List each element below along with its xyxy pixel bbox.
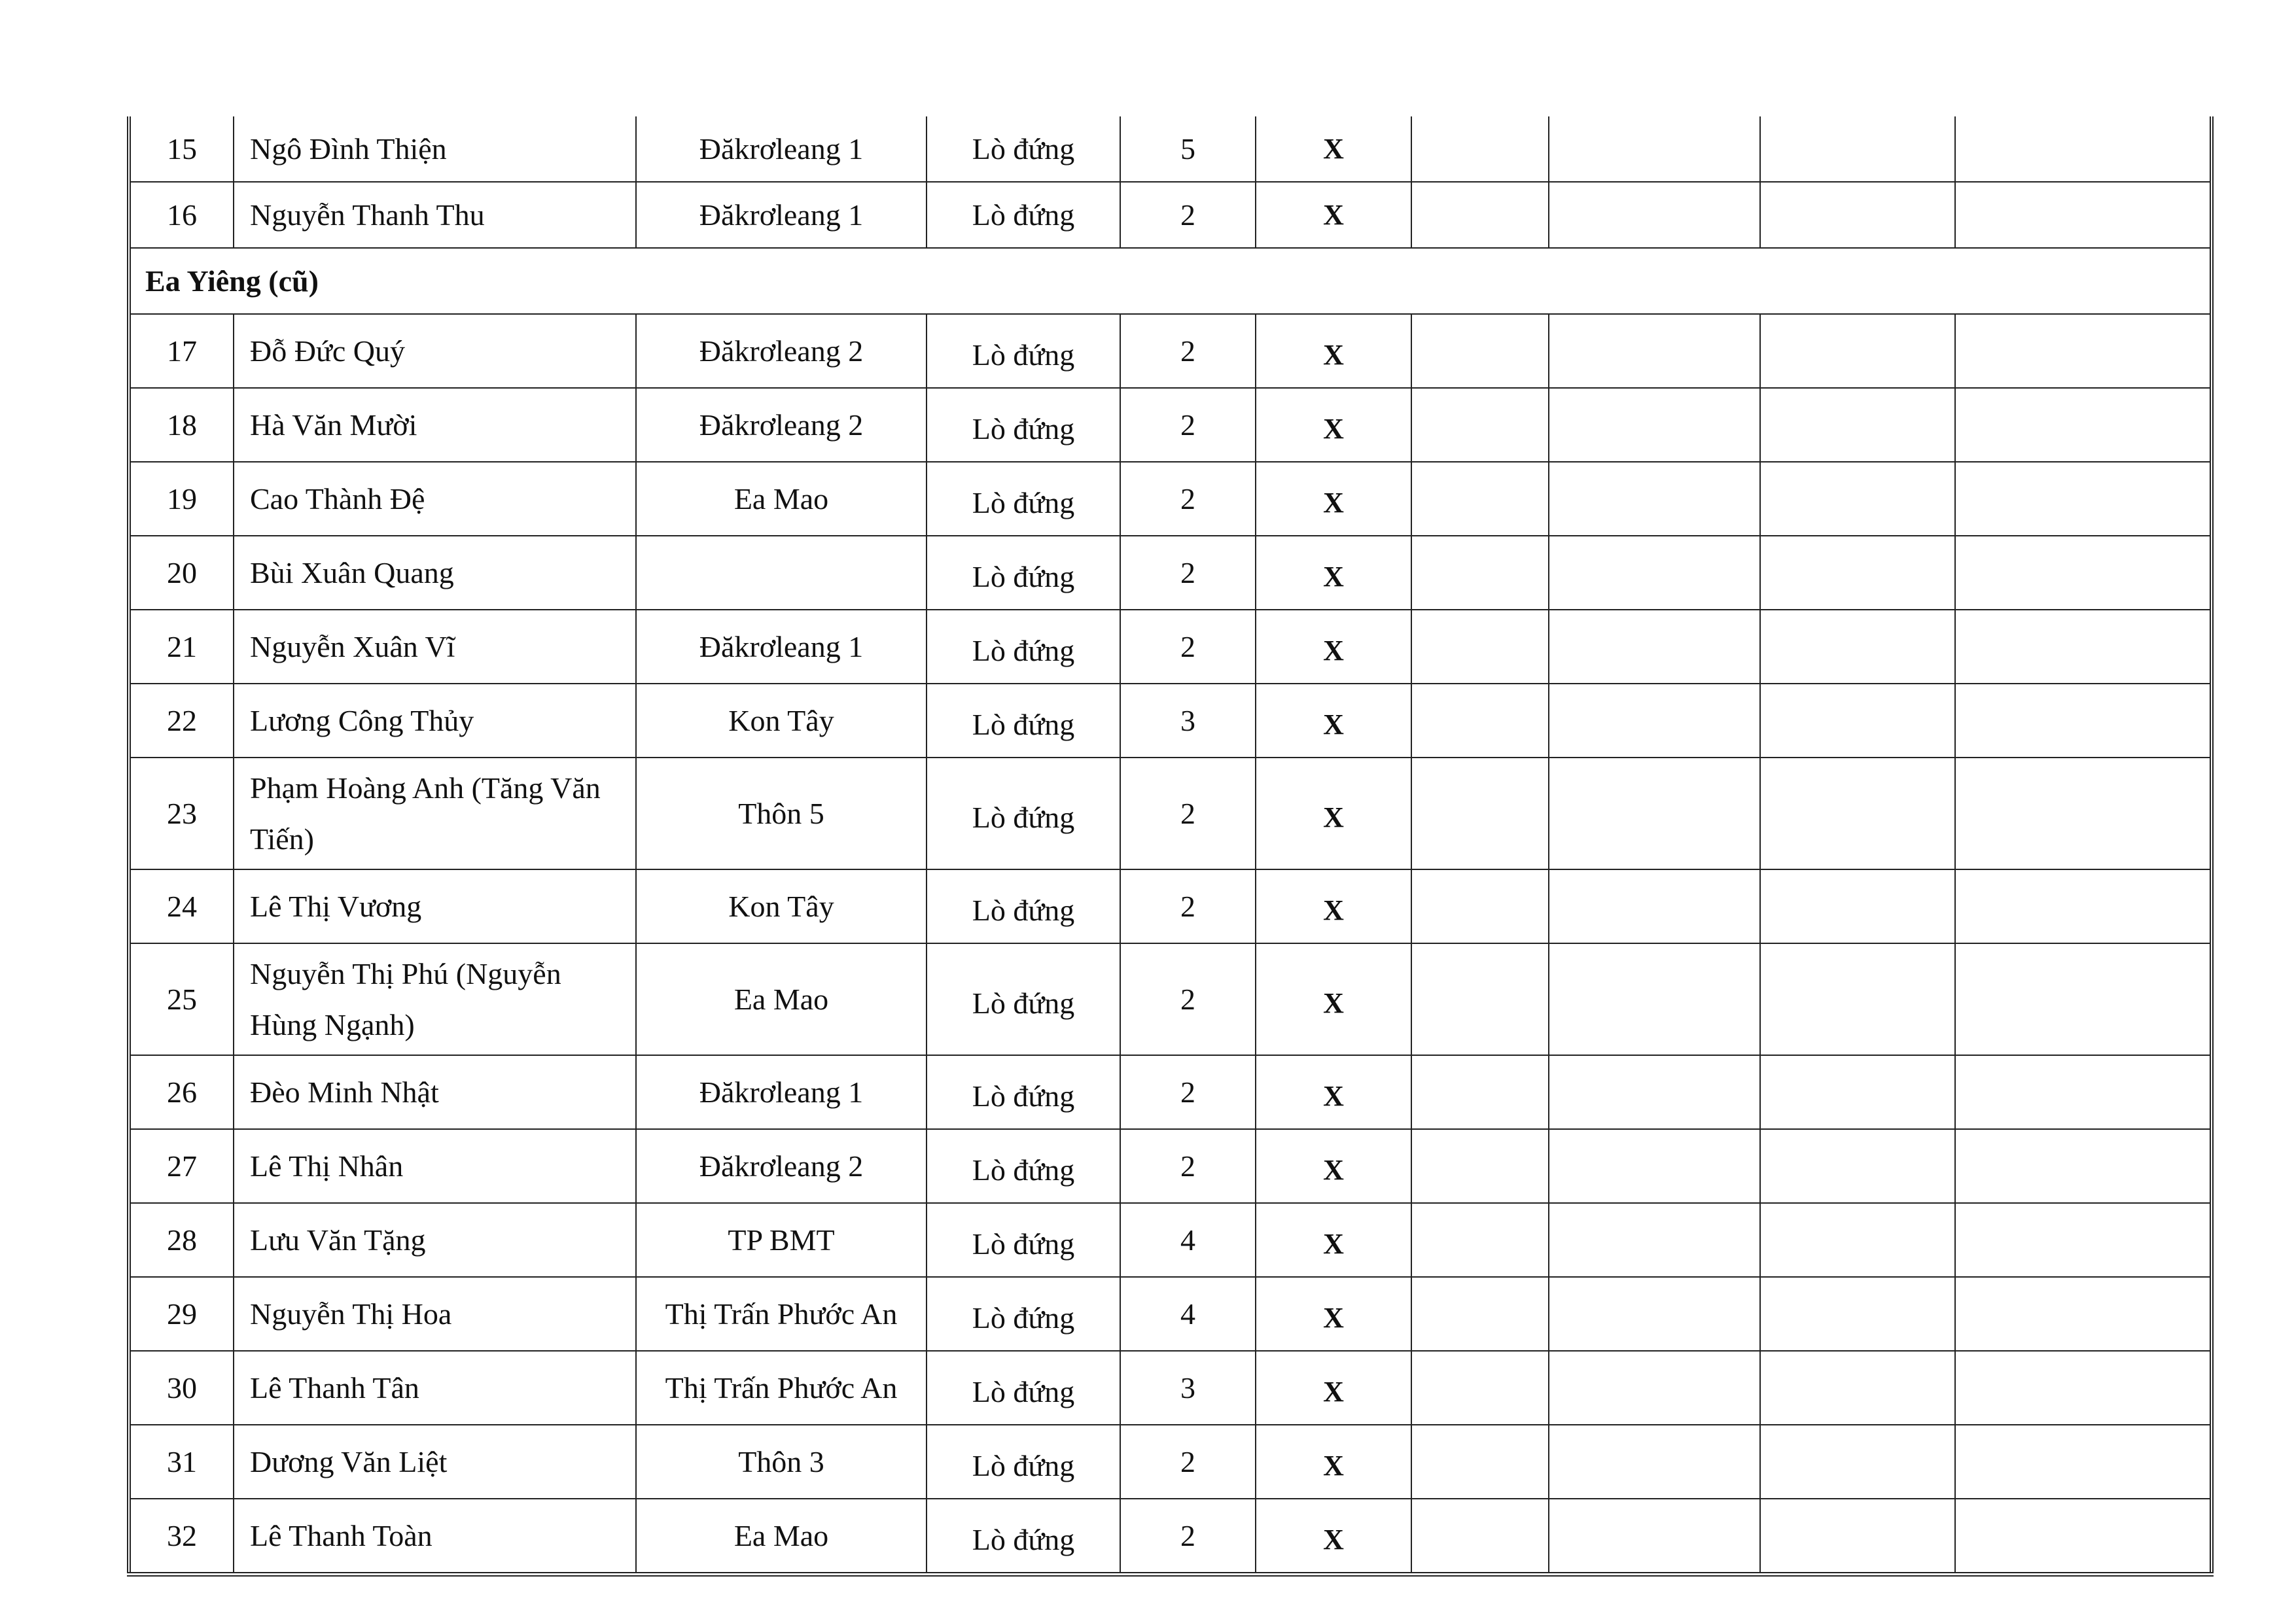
kiln-type: Lò đứng [927, 684, 1120, 758]
empty-cell [1411, 536, 1549, 610]
check-mark: X [1256, 943, 1411, 1055]
row-number: 31 [129, 1425, 234, 1499]
table-row [129, 182, 2212, 248]
empty-cell [1760, 182, 1955, 248]
empty-cell [1955, 1425, 2212, 1499]
check-mark: X [1256, 1277, 1411, 1351]
empty-cell [1549, 1499, 1760, 1575]
empty-cell [1760, 684, 1955, 758]
empty-cell [1760, 116, 1955, 182]
empty-cell [1549, 1277, 1760, 1351]
kiln-count: 4 [1120, 1277, 1256, 1351]
kiln-count: 2 [1120, 758, 1256, 869]
row-number: 20 [129, 536, 234, 610]
table-row [129, 1351, 2212, 1425]
kiln-count: 2 [1120, 462, 1256, 536]
owner-name: Lê Thị Vương [234, 869, 636, 943]
kiln-count: 4 [1120, 1203, 1256, 1277]
location: Kon Tây [636, 869, 927, 943]
empty-cell [1760, 1425, 1955, 1499]
row-number: 17 [129, 314, 234, 388]
check-mark: X [1256, 1055, 1411, 1129]
location: Thôn 3 [636, 1425, 927, 1499]
empty-cell [1411, 462, 1549, 536]
empty-cell [1760, 610, 1955, 684]
check-mark: X [1256, 462, 1411, 536]
kiln-count: 2 [1120, 388, 1256, 462]
kiln-type: Lò đứng [927, 116, 1120, 182]
empty-cell [1955, 610, 2212, 684]
kiln-type: Lò đứng [927, 536, 1120, 610]
kiln-count: 2 [1120, 1425, 1256, 1499]
empty-cell [1760, 758, 1955, 869]
check-mark: X [1256, 684, 1411, 758]
owner-name: Đỗ Đức Quý [234, 314, 636, 388]
location: Ea Mao [636, 1499, 927, 1575]
location: Ea Mao [636, 943, 927, 1055]
row-number: 19 [129, 462, 234, 536]
empty-cell [1411, 116, 1549, 182]
table-row [129, 610, 2212, 684]
check-mark: X [1256, 536, 1411, 610]
owner-name: Lê Thị Nhân [234, 1129, 636, 1203]
empty-cell [1760, 314, 1955, 388]
empty-cell [1549, 1055, 1760, 1129]
owner-name: Đèo Minh Nhật [234, 1055, 636, 1129]
kiln-type: Lò đứng [927, 1499, 1120, 1575]
empty-cell [1955, 684, 2212, 758]
kiln-type: Lò đứng [927, 1055, 1120, 1129]
owner-name: Lê Thanh Toàn [234, 1499, 636, 1575]
check-mark: X [1256, 1203, 1411, 1277]
row-number: 25 [129, 943, 234, 1055]
check-mark: X [1256, 314, 1411, 388]
empty-cell [1549, 943, 1760, 1055]
empty-cell [1760, 1351, 1955, 1425]
empty-cell [1411, 182, 1549, 248]
empty-cell [1760, 869, 1955, 943]
table-row [129, 388, 2212, 462]
empty-cell [1955, 1499, 2212, 1575]
owner-name: Dương Văn Liệt [234, 1425, 636, 1499]
table-row [129, 536, 2212, 610]
row-number: 15 [129, 116, 234, 182]
location: Kon Tây [636, 684, 927, 758]
kiln-type: Lò đứng [927, 1277, 1120, 1351]
check-mark: X [1256, 1499, 1411, 1575]
empty-cell [1549, 116, 1760, 182]
owner-name: Nguyễn Thanh Thu [234, 182, 636, 248]
empty-cell [1760, 1129, 1955, 1203]
location: Ea Mao [636, 462, 927, 536]
section-title: Ea Yiêng (cũ) [129, 248, 2212, 314]
empty-cell [1549, 1425, 1760, 1499]
kiln-type: Lò đứng [927, 1351, 1120, 1425]
empty-cell [1549, 314, 1760, 388]
empty-cell [1549, 1203, 1760, 1277]
check-mark: X [1256, 182, 1411, 248]
empty-cell [1955, 1277, 2212, 1351]
owner-name: Lê Thanh Tân [234, 1351, 636, 1425]
empty-cell [1955, 1055, 2212, 1129]
empty-cell [1760, 1203, 1955, 1277]
empty-cell [1411, 1055, 1549, 1129]
table-row [129, 943, 2212, 1055]
kiln-count: 2 [1120, 610, 1256, 684]
section-row [129, 248, 2212, 314]
check-mark: X [1256, 1351, 1411, 1425]
owner-name: Cao Thành Đệ [234, 462, 636, 536]
row-number: 29 [129, 1277, 234, 1351]
table-row [129, 1129, 2212, 1203]
empty-cell [1411, 1351, 1549, 1425]
table-row [129, 1425, 2212, 1499]
owner-name: Phạm Hoàng Anh (Tăng Văn Tiến) [234, 758, 636, 869]
empty-cell [1411, 869, 1549, 943]
kiln-count: 3 [1120, 684, 1256, 758]
kiln-count: 2 [1120, 536, 1256, 610]
empty-cell [1760, 1277, 1955, 1351]
kiln-type: Lò đứng [927, 1203, 1120, 1277]
row-number: 22 [129, 684, 234, 758]
location: Đăkrơleang 2 [636, 388, 927, 462]
table-row [129, 1499, 2212, 1575]
owner-name: Bùi Xuân Quang [234, 536, 636, 610]
row-number: 28 [129, 1203, 234, 1277]
check-mark: X [1256, 758, 1411, 869]
empty-cell [1760, 462, 1955, 536]
table-row [129, 116, 2212, 182]
row-number: 26 [129, 1055, 234, 1129]
empty-cell [1760, 1055, 1955, 1129]
owner-name: Nguyễn Xuân Vĩ [234, 610, 636, 684]
table-row [129, 758, 2212, 869]
empty-cell [1955, 1203, 2212, 1277]
kiln-type: Lò đứng [927, 182, 1120, 248]
kiln-count: 5 [1120, 116, 1256, 182]
kiln-type: Lò đứng [927, 943, 1120, 1055]
check-mark: X [1256, 116, 1411, 182]
row-number: 16 [129, 182, 234, 248]
owner-name: Nguyễn Thị Phú (Nguyễn Hùng Ngạnh) [234, 943, 636, 1055]
kiln-count: 3 [1120, 1351, 1256, 1425]
empty-cell [1955, 388, 2212, 462]
kiln-type: Lò đứng [927, 314, 1120, 388]
owner-name: Hà Văn Mười [234, 388, 636, 462]
kiln-count: 2 [1120, 182, 1256, 248]
location: Đăkrơleang 2 [636, 1129, 927, 1203]
table-row [129, 314, 2212, 388]
empty-cell [1955, 758, 2212, 869]
location: Thị Trấn Phước An [636, 1277, 927, 1351]
location: Đăkrơleang 1 [636, 182, 927, 248]
row-number: 21 [129, 610, 234, 684]
kiln-count: 2 [1120, 943, 1256, 1055]
empty-cell [1411, 1499, 1549, 1575]
empty-cell [1955, 943, 2212, 1055]
location: Đăkrơleang 1 [636, 116, 927, 182]
empty-cell [1411, 684, 1549, 758]
kiln-type: Lò đứng [927, 462, 1120, 536]
kiln-type: Lò đứng [927, 869, 1120, 943]
empty-cell [1549, 610, 1760, 684]
empty-cell [1955, 314, 2212, 388]
check-mark: X [1256, 1129, 1411, 1203]
empty-cell [1760, 536, 1955, 610]
table-row [129, 869, 2212, 943]
empty-cell [1411, 388, 1549, 462]
kiln-type: Lò đứng [927, 758, 1120, 869]
empty-cell [1411, 1277, 1549, 1351]
kiln-type: Lò đứng [927, 1425, 1120, 1499]
empty-cell [1955, 1351, 2212, 1425]
table-row [129, 1277, 2212, 1351]
kiln-count: 2 [1120, 1055, 1256, 1129]
location: TP BMT [636, 1203, 927, 1277]
kiln-count: 2 [1120, 1129, 1256, 1203]
empty-cell [1760, 388, 1955, 462]
empty-cell [1549, 182, 1760, 248]
table-row [129, 684, 2212, 758]
table-row [129, 1055, 2212, 1129]
table-row [129, 1203, 2212, 1277]
empty-cell [1549, 1129, 1760, 1203]
empty-cell [1549, 758, 1760, 869]
row-number: 30 [129, 1351, 234, 1425]
check-mark: X [1256, 1425, 1411, 1499]
owner-name: Lưu Văn Tặng [234, 1203, 636, 1277]
kiln-count: 2 [1120, 314, 1256, 388]
row-number: 27 [129, 1129, 234, 1203]
row-number: 23 [129, 758, 234, 869]
table-body [129, 116, 2212, 1575]
check-mark: X [1256, 610, 1411, 684]
empty-cell [1549, 684, 1760, 758]
empty-cell [1955, 869, 2212, 943]
location [636, 536, 927, 610]
empty-cell [1955, 116, 2212, 182]
check-mark: X [1256, 388, 1411, 462]
kiln-type: Lò đứng [927, 1129, 1120, 1203]
owner-name: Ngô Đình Thiện [234, 116, 636, 182]
owner-name: Nguyễn Thị Hoa [234, 1277, 636, 1351]
location: Đăkrơleang 1 [636, 610, 927, 684]
empty-cell [1955, 462, 2212, 536]
location: Thôn 5 [636, 758, 927, 869]
empty-cell [1411, 610, 1549, 684]
empty-cell [1549, 869, 1760, 943]
location: Đăkrơleang 1 [636, 1055, 927, 1129]
empty-cell [1411, 1203, 1549, 1277]
empty-cell [1411, 758, 1549, 869]
empty-cell [1955, 536, 2212, 610]
empty-cell [1549, 462, 1760, 536]
empty-cell [1411, 1425, 1549, 1499]
empty-cell [1411, 1129, 1549, 1203]
empty-cell [1760, 1499, 1955, 1575]
check-mark: X [1256, 869, 1411, 943]
location: Thị Trấn Phước An [636, 1351, 927, 1425]
empty-cell [1955, 1129, 2212, 1203]
empty-cell [1549, 1351, 1760, 1425]
row-number: 18 [129, 388, 234, 462]
empty-cell [1955, 182, 2212, 248]
empty-cell [1549, 388, 1760, 462]
kiln-type: Lò đứng [927, 610, 1120, 684]
row-number: 32 [129, 1499, 234, 1575]
location: Đăkrơleang 2 [636, 314, 927, 388]
kiln-count: 2 [1120, 1499, 1256, 1575]
row-number: 24 [129, 869, 234, 943]
empty-cell [1411, 314, 1549, 388]
household-table [127, 116, 2214, 1577]
kiln-type: Lò đứng [927, 388, 1120, 462]
kiln-count: 2 [1120, 869, 1256, 943]
empty-cell [1411, 943, 1549, 1055]
empty-cell [1760, 943, 1955, 1055]
empty-cell [1549, 536, 1760, 610]
owner-name: Lương Công Thủy [234, 684, 636, 758]
table-row [129, 462, 2212, 536]
